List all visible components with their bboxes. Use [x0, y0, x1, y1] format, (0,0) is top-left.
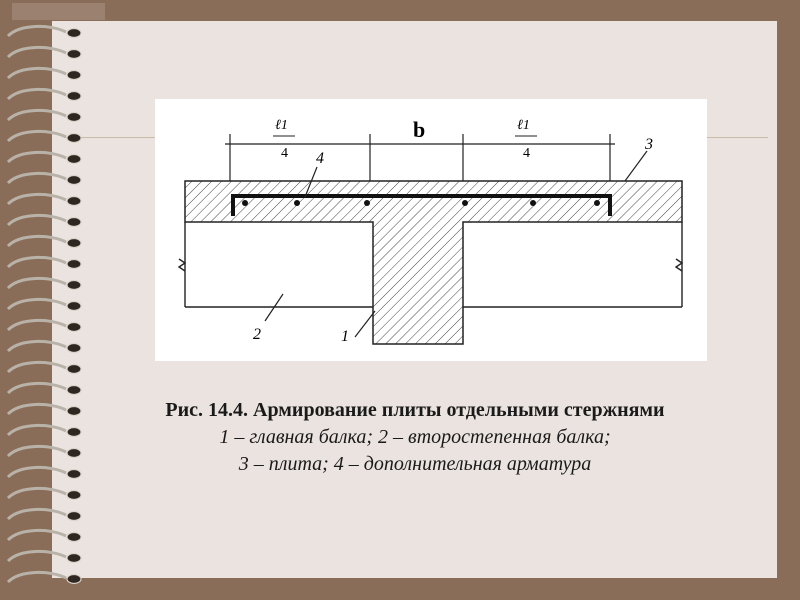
callout-2: 2	[253, 326, 261, 343]
dim-right-denominator: 4	[523, 146, 530, 161]
spiral-ring	[8, 89, 81, 100]
spiral-ring	[8, 320, 81, 331]
spiral-ring	[8, 26, 81, 37]
spiral-ring	[8, 530, 81, 541]
callout-1: 1	[341, 328, 349, 345]
dim-left-numerator: ℓ1	[275, 118, 288, 133]
spiral-ring	[8, 299, 81, 310]
slab-and-main-beam	[185, 181, 682, 344]
spiral-ring	[8, 446, 81, 457]
spiral-ring	[8, 341, 81, 352]
spiral-ring	[8, 467, 81, 478]
spiral-ring	[8, 215, 81, 226]
spiral-ring	[8, 572, 81, 583]
spiral-ring	[8, 152, 81, 163]
spiral-ring	[8, 362, 81, 373]
spiral-ring	[8, 257, 81, 268]
callout-3: 3	[645, 136, 653, 153]
caption-line-1: 1 – главная балка; 2 – второстепенная балка;	[219, 426, 611, 448]
spiral-ring	[8, 47, 81, 58]
callout-4: 4	[316, 150, 324, 167]
dim-right-numerator: ℓ1	[517, 118, 530, 133]
spiral-ring	[8, 551, 81, 562]
spiral-ring	[8, 68, 81, 79]
spiral-binding	[0, 0, 100, 600]
dim-left-denominator: 4	[281, 146, 288, 161]
spiral-ring	[8, 383, 81, 394]
figure-caption	[120, 397, 710, 478]
spiral-ring	[8, 236, 81, 247]
caption-line-2: 3 – плита; 4 – дополнительная арматура	[238, 453, 592, 475]
spiral-ring	[8, 131, 81, 142]
spiral-ring	[8, 110, 81, 121]
spiral-ring	[8, 404, 81, 415]
caption-title: Рис. 14.4. Армирование плиты отдельными стержнями	[165, 399, 665, 421]
spiral-ring	[8, 278, 81, 289]
beam-diagram-svg	[155, 99, 707, 361]
spiral-ring	[8, 488, 81, 499]
beam-diagram	[155, 99, 707, 361]
spiral-ring	[8, 194, 81, 205]
spiral-ring	[8, 173, 81, 184]
spiral-ring	[8, 425, 81, 436]
dim-center-label: b	[413, 117, 426, 142]
spiral-ring	[8, 509, 81, 520]
